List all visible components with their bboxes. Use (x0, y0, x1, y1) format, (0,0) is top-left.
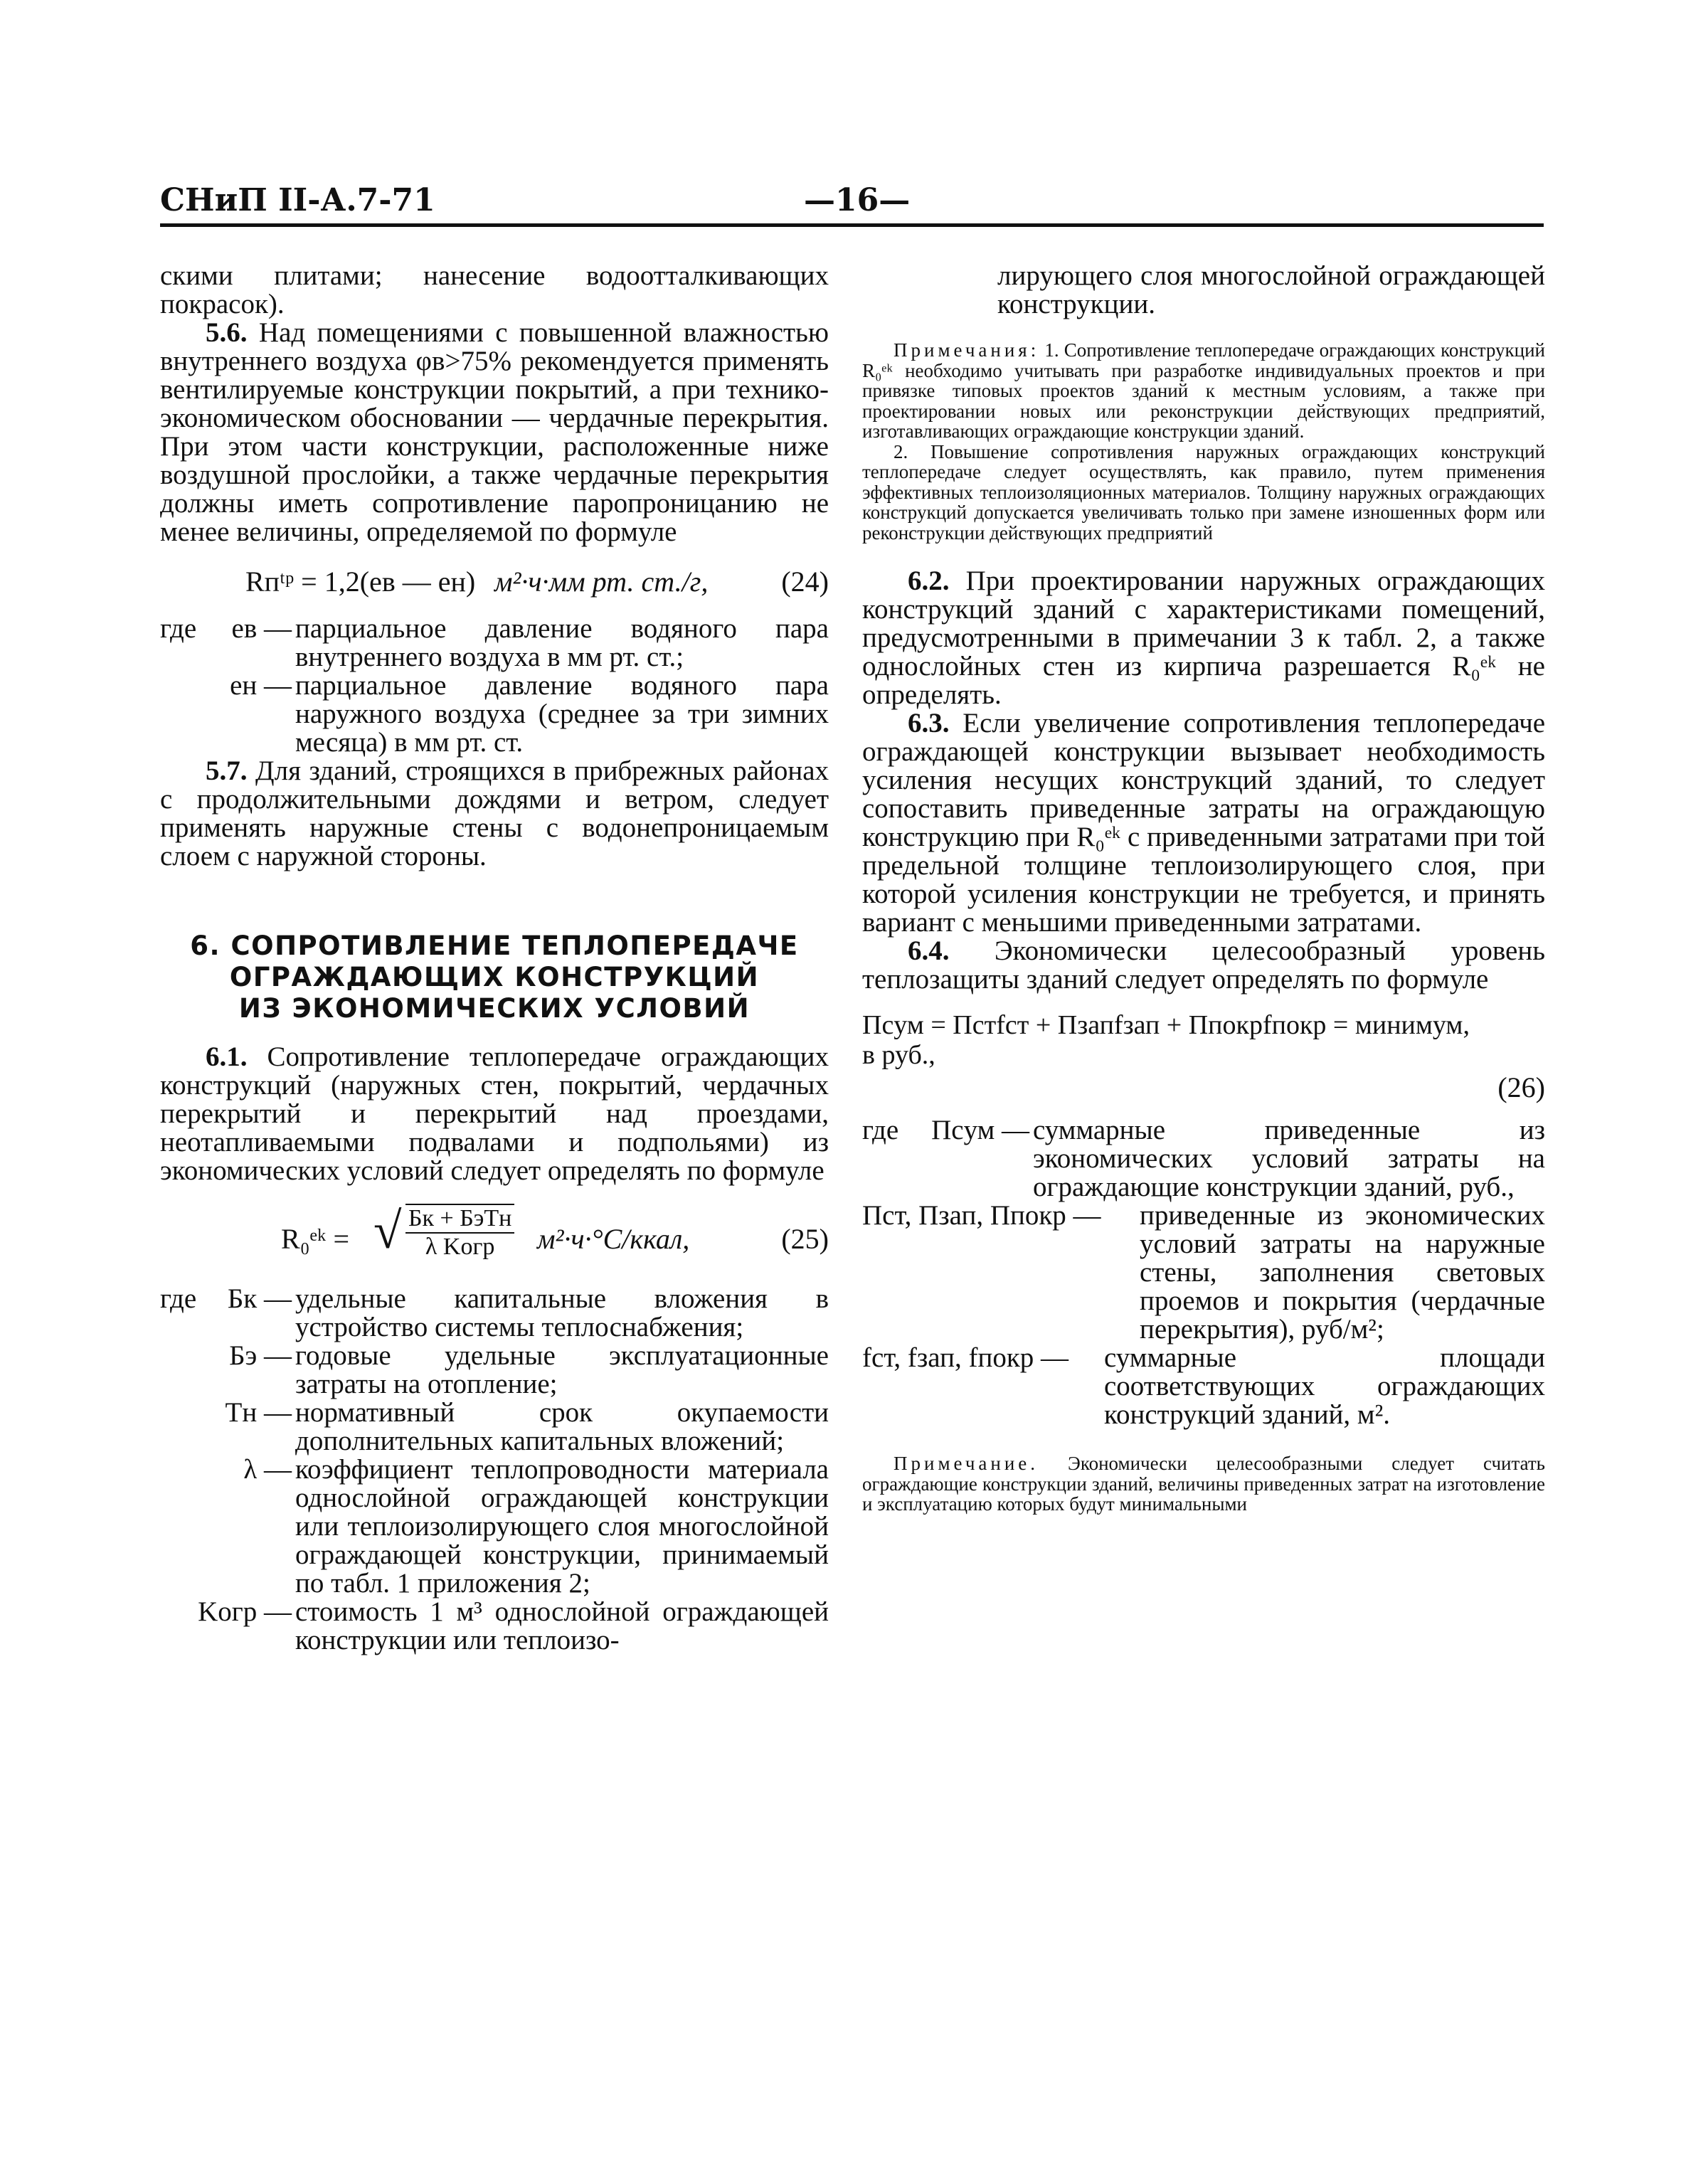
definition-bk (160, 1285, 829, 1342)
definition-symbol: fст, fзап, fпокр — (862, 1342, 1069, 1373)
definition-eb (160, 615, 829, 672)
definition-text: стоимость 1 м³ однослойной ограждающей конструкции или теплоизо- (295, 1596, 829, 1655)
definition-text: парциальное давление водяного пара наружного воздуха (среднее за три зимних месяца) в мм рт. ст. (295, 670, 829, 758)
definition-symbol: eв — (231, 613, 292, 644)
clause-number: 6.4. (908, 935, 950, 966)
formula-25-number: (25) (781, 1223, 829, 1255)
right-column (862, 262, 1545, 1515)
definition-tn (160, 1399, 829, 1456)
definition-symbol: eн — (230, 670, 292, 701)
section-title-line: 6. СОПРОТИВЛЕНИЕ ТЕПЛОПЕРЕДАЧЕ (190, 931, 799, 961)
document-code: СНиП II-А.7-71 (160, 182, 435, 218)
definition-symbol: Kогр — (198, 1596, 292, 1627)
clause-6-2 (862, 567, 1545, 709)
definition-text: коэффициент теплопроводности материала однослойной ограждающей конструкции или теплоизолирующего слоя многослойной ограждающей конструкции, принимаемый по табл. 1 приложения 2; (295, 1454, 829, 1599)
clause-number: 6.3. (908, 708, 950, 738)
page-number: —16— (804, 182, 911, 218)
definition-be (160, 1342, 829, 1399)
final-note (862, 1453, 1545, 1515)
note-text: Экономически целесообразными следует считать ограждающие конструкции зданий, величины приведенных затрат на изготовление и эксплуатацию которых будут минимальными (862, 1453, 1545, 1515)
section-6-title (160, 931, 829, 1024)
definition-symbol: Пcум — (931, 1115, 1029, 1145)
notes-label: Примечания: (893, 339, 1040, 361)
note-1 (862, 340, 1545, 442)
note-text: 1. Сопротивление теплопередаче ограждающих конструкций R₀ᵉᵏ необходимо учитывать при разработке индивидуальных проектов и при привязке типовых проектов зданий к местным условиям, а также при проектировании новых или реконструкции действующих предприятий, изготавливающих ограждающие конструкции зданий. (862, 339, 1545, 442)
definition-en (160, 672, 829, 757)
fraction-denominator: λ Kогр (425, 1234, 495, 1260)
definition-text: парциальное давление водяного пара внутреннего воздуха в мм рт. ст.; (295, 613, 829, 672)
definition-text: нормативный срок окупаемости дополнительных капитальных вложений; (295, 1397, 829, 1456)
note-label: Примечание. (893, 1453, 1039, 1474)
clause-text: Экономически целесообразный уровень теплозащиты зданий следует определять по формуле (862, 935, 1546, 995)
formula-26-expression: Пcум = Пстfст + Пзапfзап + Ппокрfпокр = минимум, (862, 1010, 1470, 1040)
notes-block (862, 340, 1545, 543)
fraction-numerator: Бк + БэTн (405, 1205, 514, 1234)
definition-symbol: Пст, Пзап, Ппокр — (862, 1200, 1101, 1231)
formula-24 (160, 558, 829, 609)
formula-24-units: м²·ч·мм рт. ст./г, (494, 566, 709, 598)
definition-symbol: Бк — (227, 1283, 292, 1314)
sqrt-sign: √ (373, 1202, 402, 1259)
paragraph-continuation: скими плитами; нанесение водоотталкивающих покрасок). (160, 260, 829, 319)
where-label: где (160, 1283, 197, 1314)
formula-24-lhs: Rпᵗᵖ = 1,2(eв — eн) (245, 566, 476, 598)
clause-number: 6.1. (206, 1041, 248, 1072)
clause-number: 5.6. (206, 317, 248, 348)
definition-psum (862, 1116, 1545, 1202)
formula-25-lhs: R₀ᵉᵏ = (281, 1223, 350, 1255)
clause-5-6 (160, 319, 829, 546)
clause-6-4 (862, 937, 1545, 994)
formula-24-number: (24) (781, 566, 829, 598)
final-note-paragraph (862, 1453, 1545, 1515)
definition-continuation: лирующего слоя многослойной ограждающей конструкции. (997, 260, 1545, 319)
definition-text: приведенные из экономических условий затраты на наружные стены, заполнения световых проемов и покрытия (чердачные перекрытия), руб/м²; (1140, 1200, 1545, 1345)
formula-25-units: м²·ч·°С/ккал, (537, 1223, 690, 1255)
clause-6-3 (862, 709, 1545, 937)
definition-symbol: Tн — (225, 1397, 292, 1428)
definition-symbol: Бэ — (229, 1340, 292, 1371)
clause-text: При проектировании наружных ограждающих конструкций зданий с характеристиками помещений, предусмотренными в примечании 3 к табл. 2, а также однослойных стен из кирпича разрешается R₀ᵉᵏ не определять. (862, 566, 1546, 710)
definition-text: суммарные площади соответствующих ограждающих конструкций зданий, м². (1104, 1342, 1545, 1430)
where-label: где (160, 613, 197, 644)
section-title-line: ИЗ ЭКОНОМИЧЕСКИХ УСЛОВИЙ (238, 993, 751, 1024)
clause-5-7 (160, 757, 829, 871)
clause-number: 5.7. (206, 756, 248, 786)
note-2: 2. Повышение сопротивления наружных ограждающих конструкций теплопередаче следует осуществлять, как правило, путем применения эффективных теплоизоляционных материалов. Толщину наружных ограждающих конструкций допускается увеличивать только при замене изношенных форм или реконструкции действующих предприятий (862, 440, 1545, 544)
definition-fst (862, 1344, 1545, 1429)
clause-text: Над помещениями с повышенной влажностью внутреннего воздуха φв>75% рекомендуется применять вентилируемые конструкции покрытий, а при технико-экономическом обосновании — чердачные перекрытия. При этом части конструкции, расположенные ниже воздушной прослойки, а также чердачные перекрытия должны иметь сопротивление паропроницанию не менее величины, определяемой по формуле (160, 317, 829, 547)
formula-26-tail: в руб., (862, 1040, 935, 1070)
formula-26 (862, 1009, 1545, 1109)
clause-text: Для зданий, строящихся в прибрежных районах с продолжительными дождями и ветром, следует применять наружные стены с водонепроницаемым слоем с наружной стороны. (160, 756, 829, 871)
where-label: где (862, 1115, 899, 1145)
formula-25-fraction (405, 1204, 514, 1261)
definition-text: суммарные приведенные из экономических условий затраты на ограждающие конструкции зданий, руб., (1033, 1115, 1545, 1202)
section-title-line: ОГРАЖДАЮЩИХ КОНСТРУКЦИЙ (229, 962, 760, 992)
clause-number: 6.2. (908, 566, 950, 596)
formula-26-number: (26) (1497, 1071, 1545, 1103)
header-rule (160, 223, 1544, 227)
clause-6-1 (160, 1043, 829, 1185)
definition-pst (862, 1202, 1545, 1344)
definition-text: удельные капитальные вложения в устройство системы теплоснабжения; (295, 1283, 829, 1342)
definition-kogr (160, 1598, 829, 1655)
left-column (160, 262, 829, 1655)
definition-lambda (160, 1456, 829, 1598)
definition-symbol: λ — (243, 1454, 292, 1485)
clause-text: Если увеличение сопротивления теплопередаче ограждающей конструкции вызывает необходимость усиления несущих конструкций зданий, то следует сопоставить приведенные затраты на ограждающую конструкцию при R₀ᵉᵏ с приведенными затратами при той предельной толщине теплоизолирующего слоя, при которой усиления конструкции не требуется, и принять вариант с меньшими приведенными затратами. (862, 708, 1545, 938)
clause-text: Сопротивление теплопередаче ограждающих конструкций (наружных стен, покрытий, чердачных перекрытий и перекрытий над проездами, неотапливаемыми подвалами и подпольями) из экономических условий следует определять по формуле (160, 1041, 829, 1186)
formula-25 (160, 1198, 829, 1276)
definition-text: годовые удельные эксплуатационные затраты на отопление; (295, 1340, 829, 1399)
